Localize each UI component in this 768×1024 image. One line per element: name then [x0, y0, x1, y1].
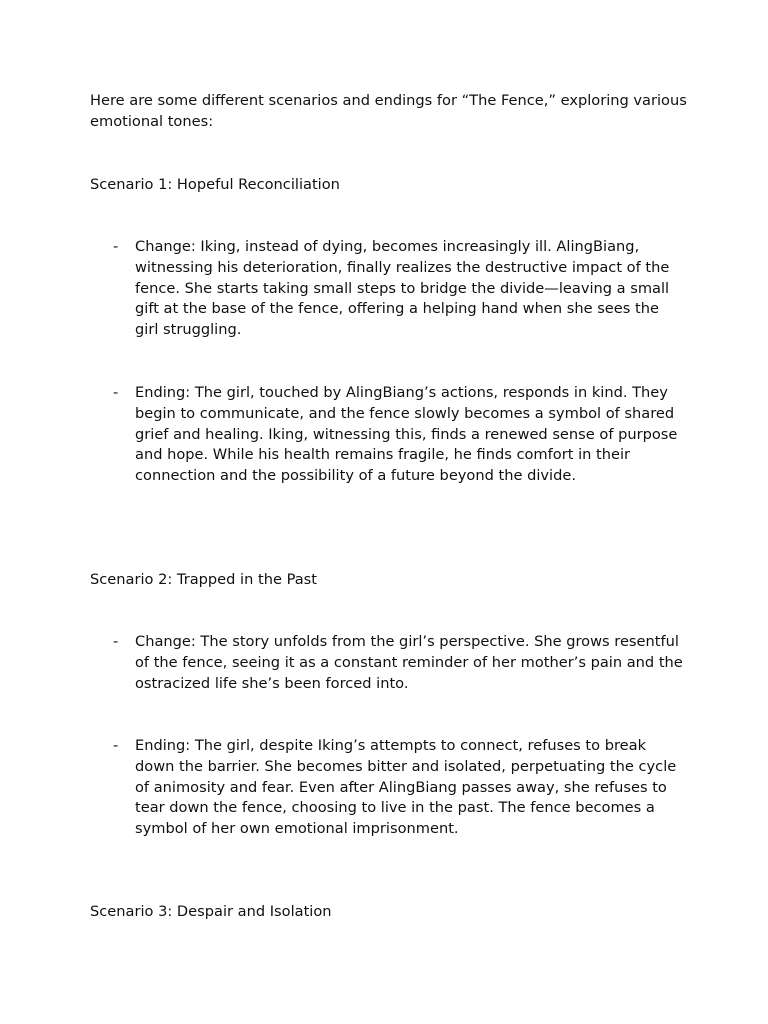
scenario-2-ending-item: [113, 736, 693, 840]
scenario-2-change-text: Change: The story unfolds from the girl’s perspective. She grows resentful of the fence, seeing it as a constant reminder of her mother’s pain and the ostracized life she’s been forced into.: [135, 633, 683, 692]
list-marker: -: [113, 737, 119, 754]
intro-paragraph: Here are some different scenarios and endings for “The Fence,” exploring various emotional tones:: [90, 92, 687, 130]
scenario-3-heading: Scenario 3: Despair and Isolation: [90, 903, 332, 920]
scenario-2-heading: Scenario 2: Trapped in the Past: [90, 571, 317, 588]
scenario-1-change-item: [113, 237, 693, 341]
scenario-2-ending-text: Ending: The girl, despite Iking’s attempts to connect, refuses to break down the barrier. She becomes bitter and isolated, perpetuating the cycle of animosity and fear. Even after AlingBiang passes away, she refuses to tear down the fence, choosing to live in the past. The fence becomes a symbol of her own emotional imprisonment.: [135, 737, 677, 838]
scenario-1-change-text: Change: Iking, instead of dying, becomes increasingly ill. AlingBiang, witnessing his deterioration, finally realizes the destructive impact of the fence. She starts taking small steps to bridge the divide—leaving a small gift at the base of the fence, offering a helping hand when she sees the girl struggling.: [135, 238, 670, 339]
list-marker: -: [113, 384, 119, 401]
scenario-1-heading: Scenario 1: Hopeful Reconciliation: [90, 176, 340, 193]
scenario-2-change-item: [113, 632, 693, 694]
list-marker: -: [113, 633, 119, 650]
list-marker: -: [113, 238, 119, 255]
scenario-1-ending-item: [113, 383, 693, 487]
scenario-1-ending-text: Ending: The girl, touched by AlingBiang’s actions, responds in kind. They begin to communicate, and the fence slowly becomes a symbol of shared grief and healing. Iking, witnessing this, finds a renewed sense of purpose and hope. While his health remains fragile, he finds comfort in their connection and the possibility of a future beyond the divide.: [135, 384, 678, 485]
